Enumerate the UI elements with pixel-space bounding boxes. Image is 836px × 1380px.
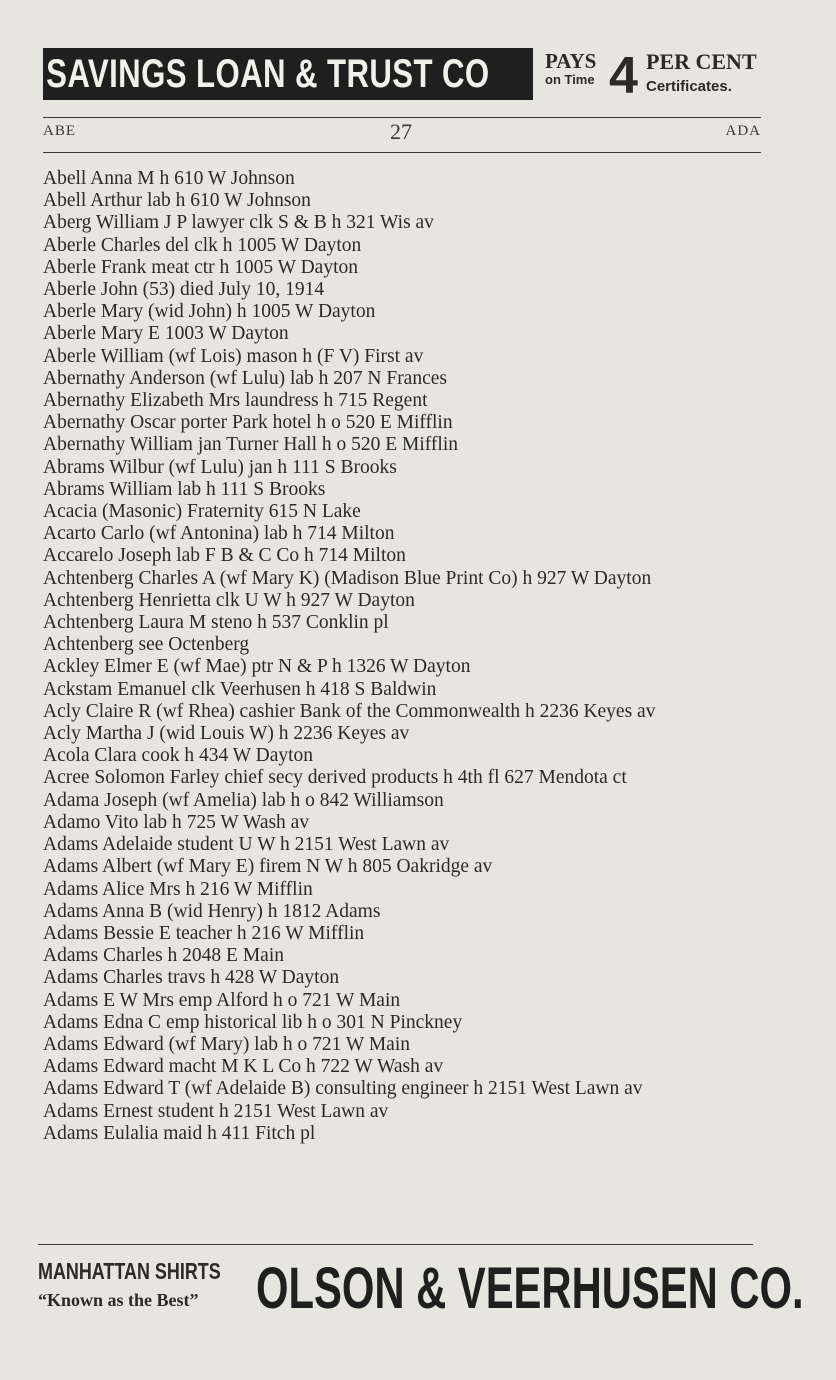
- on-time-label: on Time: [545, 72, 595, 87]
- directory-entry: Accarelo Joseph lab F B & C Co h 714 Milton: [43, 545, 406, 567]
- directory-entry: Acarto Carlo (wf Antonina) lab h 714 Milton: [43, 523, 395, 545]
- slogan: “Known as the Best”: [38, 1290, 199, 1310]
- pays-label: PAYS: [545, 49, 597, 73]
- directory-entry: Achtenberg Henrietta clk U W h 927 W Dayton: [43, 589, 415, 611]
- header-rule-bottom: [43, 152, 761, 153]
- directory-entry: Aberle William (wf Lois) mason h (F V) First av: [43, 345, 424, 367]
- directory-entry: Aberle Charles del clk h 1005 W Dayton: [43, 234, 362, 256]
- directory-entry: Adams Bessie E teacher h 216 W Mifflin: [43, 922, 365, 944]
- certificates-block: [646, 50, 757, 100]
- directory-entry: Adamo Vito lab h 725 W Wash av: [43, 811, 310, 833]
- directory-entry: Acly Martha J (wid Louis W) h 2236 Keyes av: [43, 723, 410, 745]
- directory-entry: Aberle Mary (wid John) h 1005 W Dayton: [43, 301, 376, 323]
- directory-entry: Achtenberg Laura M steno h 537 Conklin pl: [43, 612, 389, 634]
- bank-name: SAVINGS LOAN & TRUST CO: [46, 52, 490, 96]
- top-advertisement: [43, 48, 763, 104]
- directory-entry: Adams Edna C emp historical lib h o 301 N Pinckney: [43, 1011, 463, 1033]
- pays-block: [545, 50, 615, 88]
- directory-entry: Aberle John (53) died July 10, 1914: [43, 279, 325, 301]
- directory-entry: Adams Edward macht M K L Co h 722 W Wash av: [43, 1056, 444, 1078]
- header-right-guide: ADA: [725, 123, 761, 139]
- shirts-label: MANHATTAN SHIRTS: [38, 1258, 221, 1284]
- directory-entry: Adams Alice Mrs h 216 W Mifflin: [43, 878, 313, 900]
- directory-entry: Aberg William J P lawyer clk S & B h 321 Wis av: [43, 212, 434, 234]
- directory-entry: Adams Ernest student h 2151 West Lawn av: [43, 1100, 389, 1122]
- directory-entry: Achtenberg see Octenberg: [43, 634, 250, 656]
- directory-entry: Adams Anna B (wid Henry) h 1812 Adams: [43, 900, 381, 922]
- directory-entry: Abernathy Oscar porter Park hotel h o 520 E Mifflin: [43, 412, 453, 434]
- directory-entry: Adams Eulalia maid h 411 Fitch pl: [43, 1122, 316, 1144]
- certificates-label: Certificates.: [646, 78, 732, 95]
- store-name: OLSON & VEERHUSEN CO.: [256, 1256, 804, 1321]
- directory-entry: Adams E W Mrs emp Alford h o 721 W Main: [43, 989, 401, 1011]
- directory-entry: Acacia (Masonic) Fraternity 615 N Lake: [43, 501, 361, 523]
- directory-entry: Abell Arthur lab h 610 W Johnson: [43, 190, 311, 212]
- directory-entry: Abell Anna M h 610 W Johnson: [43, 168, 295, 189]
- per-cent-label: PER CENT: [646, 49, 757, 74]
- header-left-guide: ABE: [43, 123, 76, 139]
- directory-entry: Aberle Mary E 1003 W Dayton: [43, 323, 289, 345]
- directory-entry: Abrams Wilbur (wf Lulu) jan h 111 S Brooks: [43, 456, 397, 478]
- bottom-advertisement: [38, 1244, 804, 1324]
- directory-entry: Adams Charles h 2048 E Main: [43, 945, 285, 967]
- directory-entry: Adams Albert (wf Mary E) firem N W h 805 Oakridge av: [43, 856, 493, 878]
- page-number: 27: [390, 119, 412, 144]
- directory-entry: Ackstam Emanuel clk Veerhusen h 418 S Baldwin: [43, 678, 437, 700]
- bank-name-banner: [43, 48, 533, 100]
- footer-rule: [38, 1244, 753, 1245]
- directory-entry: Adams Edward (wf Mary) lab h o 721 W Main: [43, 1033, 410, 1055]
- directory-entry: Adams Charles travs h 428 W Dayton: [43, 967, 340, 989]
- directory-entry: Acola Clara cook h 434 W Dayton: [43, 745, 314, 767]
- header-rule-top: [43, 117, 761, 118]
- directory-entry: Abernathy William jan Turner Hall h o 520 E Mifflin: [43, 434, 458, 456]
- directory-entry: Adama Joseph (wf Amelia) lab h o 842 Williamson: [43, 789, 444, 811]
- interest-rate: 4: [609, 47, 638, 105]
- directory-entry: Acly Claire R (wf Rhea) cashier Bank of the Commonwealth h 2236 Keyes av: [43, 700, 656, 722]
- directory-entry: Acree Solomon Farley chief secy derived products h 4th fl 627 Mendota ct: [43, 767, 627, 789]
- directory-entry: Achtenberg Charles A (wf Mary K) (Madison Blue Print Co) h 927 W Dayton: [43, 567, 652, 589]
- directory-entry: Adams Edward T (wf Adelaide B) consulting engineer h 2151 West Lawn av: [43, 1078, 643, 1100]
- directory-entry: Abernathy Elizabeth Mrs laundress h 715 Regent: [43, 390, 428, 412]
- directory-entry: Ackley Elmer E (wf Mae) ptr N & P h 1326 W Dayton: [43, 656, 471, 678]
- directory-entries: [43, 168, 761, 1145]
- directory-entry: Adams Adelaide student U W h 2151 West Lawn av: [43, 834, 450, 856]
- directory-entry: Aberle Frank meat ctr h 1005 W Dayton: [43, 256, 358, 278]
- directory-entry: Abernathy Anderson (wf Lulu) lab h 207 N Frances: [43, 367, 447, 389]
- directory-entry: Abrams William lab h 111 S Brooks: [43, 478, 326, 500]
